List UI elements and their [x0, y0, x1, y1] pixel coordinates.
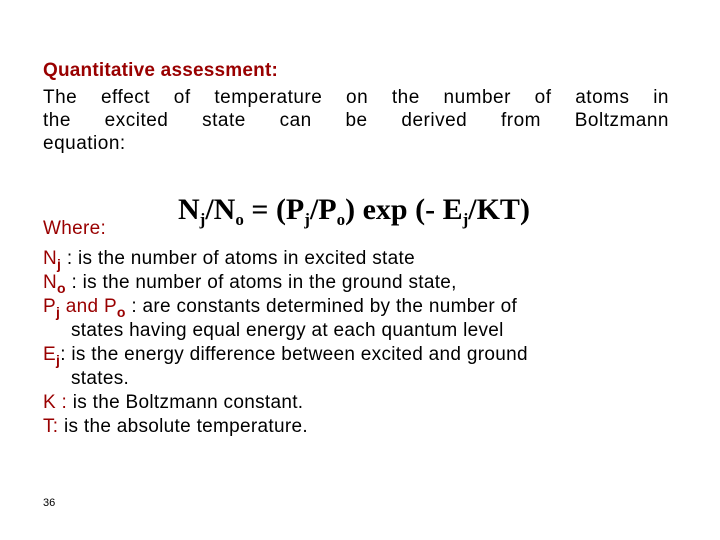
- intro-line: equation:: [43, 133, 126, 154]
- equation-part: /N: [205, 193, 236, 226]
- page-number: 36: [43, 497, 56, 509]
- definition-continuation: states.: [71, 368, 130, 389]
- definition-symbol: K :: [43, 392, 68, 413]
- definition-ej: [43, 343, 683, 367]
- definition-text: is the Boltzmann constant.: [67, 392, 304, 413]
- definition-no: [43, 271, 683, 295]
- equation-part: /P: [309, 193, 337, 226]
- equation-part: N: [178, 193, 200, 226]
- definition-nj: [43, 247, 683, 271]
- where-label: Where:: [43, 218, 107, 239]
- equation-subscript: j: [199, 210, 206, 229]
- definition-symbol: [43, 272, 66, 296]
- definition-text: : is the number of atoms in excited state: [61, 248, 415, 269]
- equation-part: ) exp (- E: [345, 193, 463, 226]
- definition-pj-po: [43, 295, 683, 319]
- definition-text: : is the energy difference between excited and ground: [60, 344, 528, 365]
- symbol-letter: N: [43, 272, 58, 293]
- equation-subscript: j: [304, 210, 310, 229]
- symbol-letter: and P: [60, 296, 117, 317]
- equation-subscript: o: [235, 210, 244, 229]
- definition-symbol: [43, 344, 61, 368]
- symbol-subscript: j: [57, 256, 62, 272]
- definition-symbol: T:: [43, 416, 59, 437]
- definition-k: [43, 391, 683, 415]
- slide-heading: Quantitative assessment:: [43, 60, 278, 81]
- boltzmann-equation: [178, 193, 530, 227]
- symbol-subscript: o: [116, 304, 126, 320]
- symbol-letter: N: [43, 248, 58, 269]
- equation-part: = (P: [243, 193, 305, 226]
- symbol-subscript: j: [55, 352, 61, 368]
- definition-continuation: states having equal energy at each quantum level: [71, 320, 504, 341]
- equation-subscript: j: [462, 210, 469, 229]
- symbol-subscript: j: [55, 304, 61, 320]
- definition-text: is the absolute temperature.: [58, 416, 308, 437]
- symbol-subscript: o: [57, 280, 66, 296]
- intro-paragraph: [43, 86, 669, 155]
- intro-line: the excited state can be derived from Boltzmann: [43, 110, 669, 131]
- definition-text: : are constants determined by the number of: [125, 296, 518, 317]
- equation-part: /KT): [468, 193, 530, 226]
- definition-t: [43, 415, 683, 439]
- definition-symbol: [43, 296, 126, 320]
- intro-line: The effect of temperature on the number of atoms in: [43, 87, 669, 108]
- definition-symbol: [43, 248, 62, 272]
- equation-subscript: o: [336, 210, 346, 229]
- symbol-letter: E: [43, 344, 56, 365]
- definition-text: : is the number of atoms in the ground state,: [65, 272, 457, 293]
- definitions-list: [43, 247, 683, 439]
- symbol-letter: P: [43, 296, 56, 317]
